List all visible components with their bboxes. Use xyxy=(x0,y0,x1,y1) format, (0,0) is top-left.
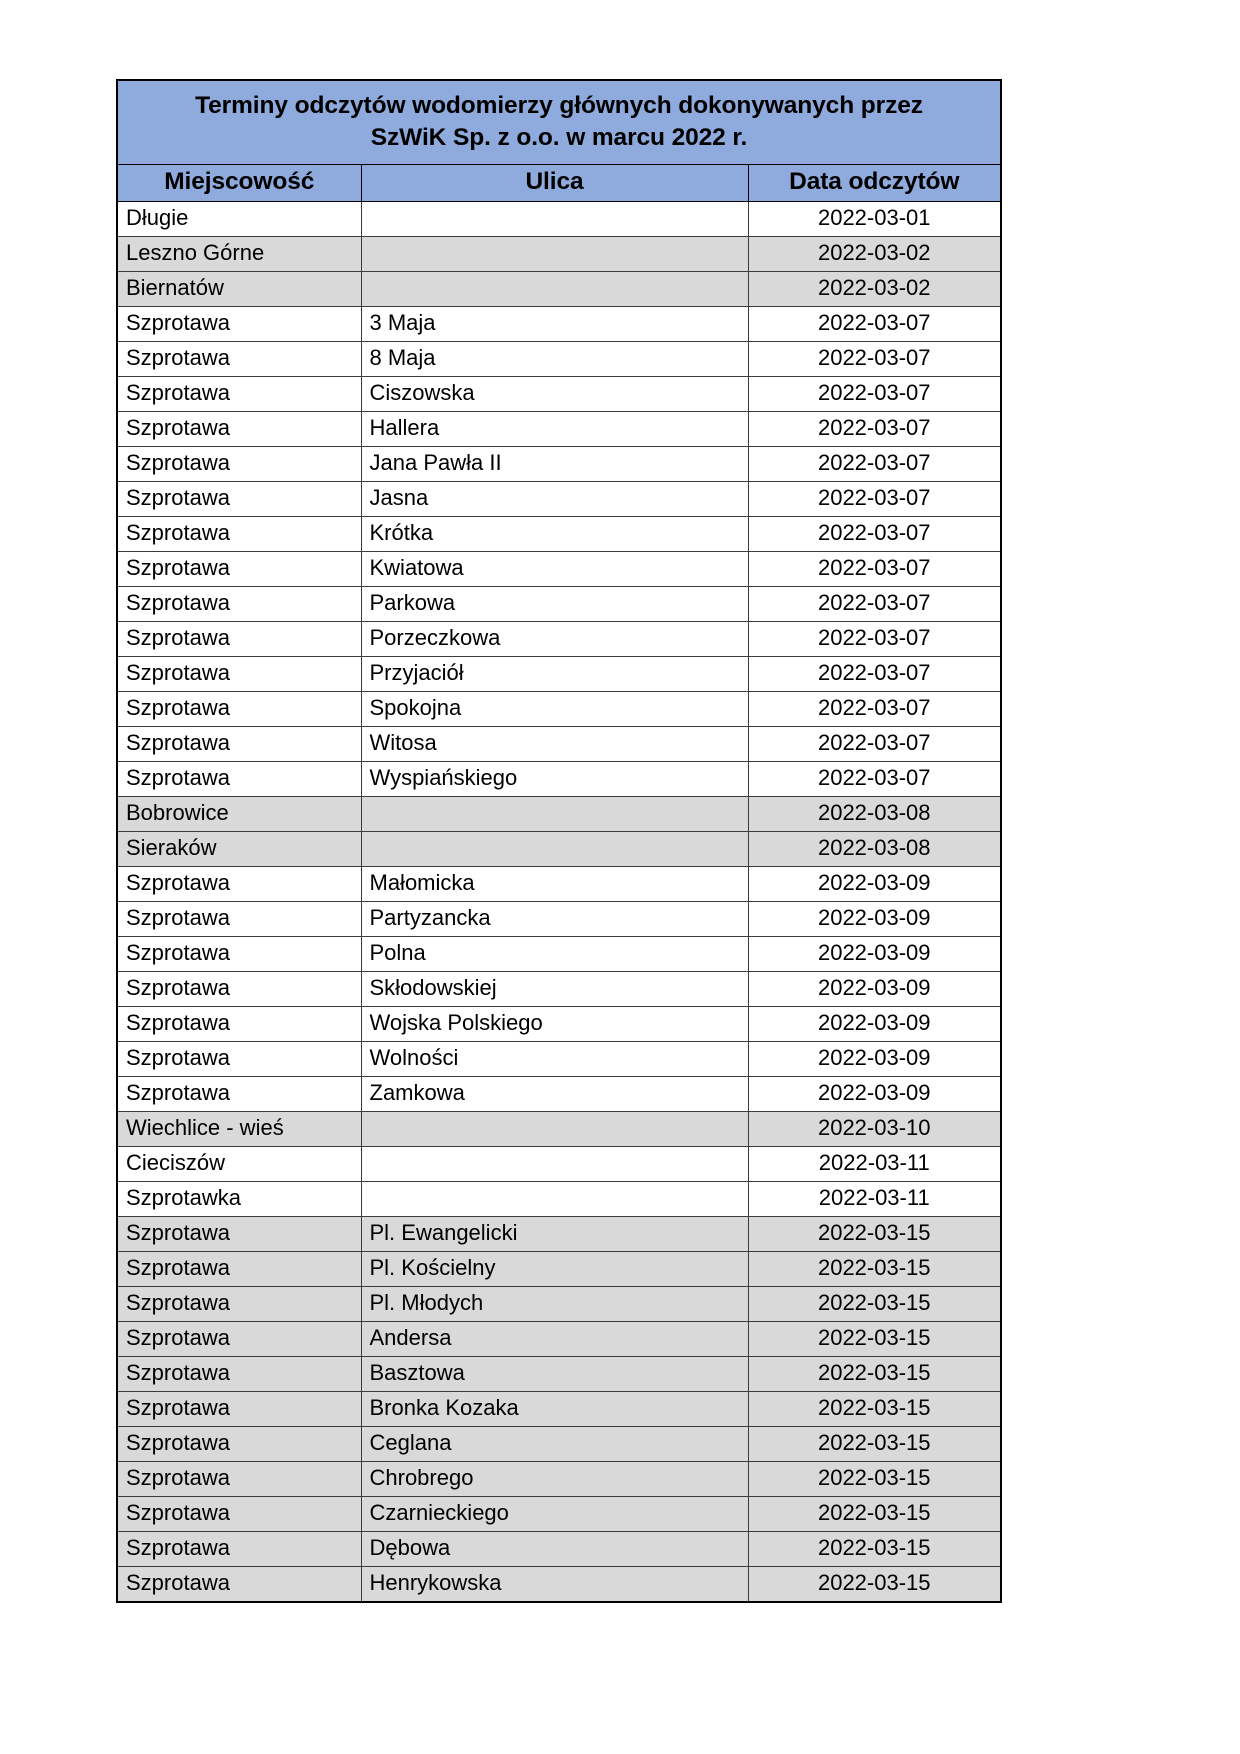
table-row xyxy=(117,376,1001,411)
cell-date: 2022-03-02 xyxy=(748,236,1001,271)
cell-street: Chrobrego xyxy=(361,1461,748,1496)
cell-street: Zamkowa xyxy=(361,1076,748,1111)
column-header-locality: Miejscowość xyxy=(117,164,361,201)
cell-locality: Szprotawa xyxy=(117,1566,361,1602)
cell-date: 2022-03-15 xyxy=(748,1321,1001,1356)
cell-date: 2022-03-15 xyxy=(748,1566,1001,1602)
table-row xyxy=(117,621,1001,656)
table-row xyxy=(117,1041,1001,1076)
cell-date: 2022-03-15 xyxy=(748,1531,1001,1566)
table-body xyxy=(117,201,1001,1602)
cell-locality: Szprotawa xyxy=(117,761,361,796)
cell-date: 2022-03-07 xyxy=(748,411,1001,446)
cell-locality: Szprotawa xyxy=(117,551,361,586)
table-row xyxy=(117,1181,1001,1216)
cell-street xyxy=(361,796,748,831)
table-row xyxy=(117,586,1001,621)
cell-locality: Biernatów xyxy=(117,271,361,306)
cell-street xyxy=(361,271,748,306)
cell-date: 2022-03-02 xyxy=(748,271,1001,306)
cell-locality: Szprotawa xyxy=(117,481,361,516)
table-row xyxy=(117,341,1001,376)
table-row xyxy=(117,1531,1001,1566)
cell-locality: Leszno Górne xyxy=(117,236,361,271)
cell-locality: Szprotawa xyxy=(117,586,361,621)
cell-date: 2022-03-07 xyxy=(748,446,1001,481)
cell-date: 2022-03-07 xyxy=(748,306,1001,341)
cell-date: 2022-03-07 xyxy=(748,341,1001,376)
cell-locality: Szprotawa xyxy=(117,656,361,691)
cell-locality: Szprotawa xyxy=(117,726,361,761)
cell-street: Czarnieckiego xyxy=(361,1496,748,1531)
cell-street: 3 Maja xyxy=(361,306,748,341)
cell-date: 2022-03-15 xyxy=(748,1251,1001,1286)
cell-street xyxy=(361,1181,748,1216)
cell-date: 2022-03-11 xyxy=(748,1146,1001,1181)
cell-locality: Szprotawka xyxy=(117,1181,361,1216)
cell-street: Pl. Ewangelicki xyxy=(361,1216,748,1251)
cell-street: Małomicka xyxy=(361,866,748,901)
readings-sheet xyxy=(116,79,1000,1603)
cell-locality: Szprotawa xyxy=(117,1041,361,1076)
table-row xyxy=(117,446,1001,481)
cell-street: Bronka Kozaka xyxy=(361,1391,748,1426)
table-row xyxy=(117,1426,1001,1461)
cell-street: Jana Pawła II xyxy=(361,446,748,481)
table-row xyxy=(117,481,1001,516)
cell-locality: Szprotawa xyxy=(117,621,361,656)
cell-street xyxy=(361,1111,748,1146)
table-row xyxy=(117,1076,1001,1111)
cell-locality: Szprotawa xyxy=(117,1321,361,1356)
cell-date: 2022-03-07 xyxy=(748,621,1001,656)
cell-locality: Szprotawa xyxy=(117,1391,361,1426)
cell-date: 2022-03-09 xyxy=(748,1041,1001,1076)
cell-street xyxy=(361,236,748,271)
column-header-date: Data odczytów xyxy=(748,164,1001,201)
table-row xyxy=(117,796,1001,831)
cell-locality: Szprotawa xyxy=(117,901,361,936)
cell-date: 2022-03-07 xyxy=(748,761,1001,796)
table-row xyxy=(117,936,1001,971)
cell-street: Ciszowska xyxy=(361,376,748,411)
cell-date: 2022-03-15 xyxy=(748,1216,1001,1251)
cell-street: Wolności xyxy=(361,1041,748,1076)
table-row xyxy=(117,411,1001,446)
table-row xyxy=(117,691,1001,726)
table-row xyxy=(117,1146,1001,1181)
table-row xyxy=(117,1251,1001,1286)
cell-street: Polna xyxy=(361,936,748,971)
table-row xyxy=(117,1496,1001,1531)
cell-date: 2022-03-07 xyxy=(748,691,1001,726)
cell-street: Basztowa xyxy=(361,1356,748,1391)
cell-street: Spokojna xyxy=(361,691,748,726)
cell-date: 2022-03-09 xyxy=(748,936,1001,971)
cell-locality: Bobrowice xyxy=(117,796,361,831)
cell-date: 2022-03-15 xyxy=(748,1356,1001,1391)
cell-date: 2022-03-09 xyxy=(748,866,1001,901)
cell-locality: Szprotawa xyxy=(117,971,361,1006)
cell-locality: Szprotawa xyxy=(117,1251,361,1286)
cell-street: Dębowa xyxy=(361,1531,748,1566)
cell-locality: Szprotawa xyxy=(117,1006,361,1041)
cell-date: 2022-03-11 xyxy=(748,1181,1001,1216)
cell-date: 2022-03-07 xyxy=(748,726,1001,761)
cell-date: 2022-03-15 xyxy=(748,1391,1001,1426)
table-row xyxy=(117,1006,1001,1041)
table-row xyxy=(117,1566,1001,1602)
cell-date: 2022-03-07 xyxy=(748,376,1001,411)
cell-date: 2022-03-09 xyxy=(748,1076,1001,1111)
cell-street: Krótka xyxy=(361,516,748,551)
cell-locality: Szprotawa xyxy=(117,306,361,341)
cell-street: Wyspiańskiego xyxy=(361,761,748,796)
cell-street: Hallera xyxy=(361,411,748,446)
cell-locality: Szprotawa xyxy=(117,936,361,971)
cell-street: Przyjaciół xyxy=(361,656,748,691)
cell-street: Jasna xyxy=(361,481,748,516)
cell-date: 2022-03-15 xyxy=(748,1286,1001,1321)
table-row xyxy=(117,1356,1001,1391)
cell-street: Ceglana xyxy=(361,1426,748,1461)
cell-locality: Cieciszów xyxy=(117,1146,361,1181)
cell-locality: Szprotawa xyxy=(117,691,361,726)
cell-locality: Długie xyxy=(117,201,361,236)
table-row xyxy=(117,1391,1001,1426)
table-header-row xyxy=(117,164,1001,201)
cell-street: Pl. Kościelny xyxy=(361,1251,748,1286)
cell-locality: Szprotawa xyxy=(117,1461,361,1496)
cell-street: Pl. Młodych xyxy=(361,1286,748,1321)
cell-date: 2022-03-08 xyxy=(748,796,1001,831)
cell-date: 2022-03-01 xyxy=(748,201,1001,236)
cell-locality: Szprotawa xyxy=(117,866,361,901)
cell-locality: Szprotawa xyxy=(117,1286,361,1321)
table-row xyxy=(117,271,1001,306)
cell-date: 2022-03-07 xyxy=(748,551,1001,586)
cell-street xyxy=(361,831,748,866)
column-header-street: Ulica xyxy=(361,164,748,201)
cell-locality: Szprotawa xyxy=(117,341,361,376)
cell-date: 2022-03-07 xyxy=(748,516,1001,551)
cell-date: 2022-03-09 xyxy=(748,1006,1001,1041)
cell-street: Porzeczkowa xyxy=(361,621,748,656)
table-row xyxy=(117,971,1001,1006)
table-row xyxy=(117,831,1001,866)
cell-street: Wojska Polskiego xyxy=(361,1006,748,1041)
table-row xyxy=(117,726,1001,761)
table-row xyxy=(117,551,1001,586)
cell-date: 2022-03-07 xyxy=(748,656,1001,691)
table-row xyxy=(117,866,1001,901)
cell-date: 2022-03-15 xyxy=(748,1461,1001,1496)
cell-date: 2022-03-09 xyxy=(748,971,1001,1006)
table-row xyxy=(117,306,1001,341)
cell-street xyxy=(361,201,748,236)
cell-locality: Szprotawa xyxy=(117,411,361,446)
table-row xyxy=(117,761,1001,796)
water-meter-readings-table xyxy=(116,79,1002,1603)
cell-date: 2022-03-15 xyxy=(748,1496,1001,1531)
cell-date: 2022-03-08 xyxy=(748,831,1001,866)
cell-locality: Szprotawa xyxy=(117,1426,361,1461)
cell-locality: Szprotawa xyxy=(117,1531,361,1566)
cell-street: 8 Maja xyxy=(361,341,748,376)
cell-date: 2022-03-07 xyxy=(748,481,1001,516)
cell-street: Andersa xyxy=(361,1321,748,1356)
table-row xyxy=(117,1461,1001,1496)
cell-street: Witosa xyxy=(361,726,748,761)
cell-locality: Szprotawa xyxy=(117,376,361,411)
cell-street: Henrykowska xyxy=(361,1566,748,1602)
table-row xyxy=(117,656,1001,691)
cell-date: 2022-03-10 xyxy=(748,1111,1001,1146)
cell-street xyxy=(361,1146,748,1181)
cell-street: Parkowa xyxy=(361,586,748,621)
cell-locality: Szprotawa xyxy=(117,516,361,551)
cell-locality: Szprotawa xyxy=(117,1496,361,1531)
table-title-line-2: SzWiK Sp. z o.o. w marcu 2022 r. xyxy=(370,123,748,151)
table-row xyxy=(117,1321,1001,1356)
cell-locality: Sieraków xyxy=(117,831,361,866)
table-title-line-1: Terminy odczytów wodomierzy głównych dokonywanych przez xyxy=(195,92,923,119)
table-row xyxy=(117,236,1001,271)
cell-locality: Wiechlice - wieś xyxy=(117,1111,361,1146)
table-row xyxy=(117,1111,1001,1146)
cell-street: Kwiatowa xyxy=(361,551,748,586)
table-row xyxy=(117,1286,1001,1321)
table-row xyxy=(117,1216,1001,1251)
cell-locality: Szprotawa xyxy=(117,1216,361,1251)
cell-date: 2022-03-09 xyxy=(748,901,1001,936)
table-row xyxy=(117,201,1001,236)
cell-street: Partyzancka xyxy=(361,901,748,936)
cell-locality: Szprotawa xyxy=(117,446,361,481)
table-title-row xyxy=(117,80,1001,164)
cell-locality: Szprotawa xyxy=(117,1356,361,1391)
cell-locality: Szprotawa xyxy=(117,1076,361,1111)
table-row xyxy=(117,516,1001,551)
cell-date: 2022-03-07 xyxy=(748,586,1001,621)
table-title xyxy=(117,80,1001,164)
cell-street: Skłodowskiej xyxy=(361,971,748,1006)
table-row xyxy=(117,901,1001,936)
cell-date: 2022-03-15 xyxy=(748,1426,1001,1461)
